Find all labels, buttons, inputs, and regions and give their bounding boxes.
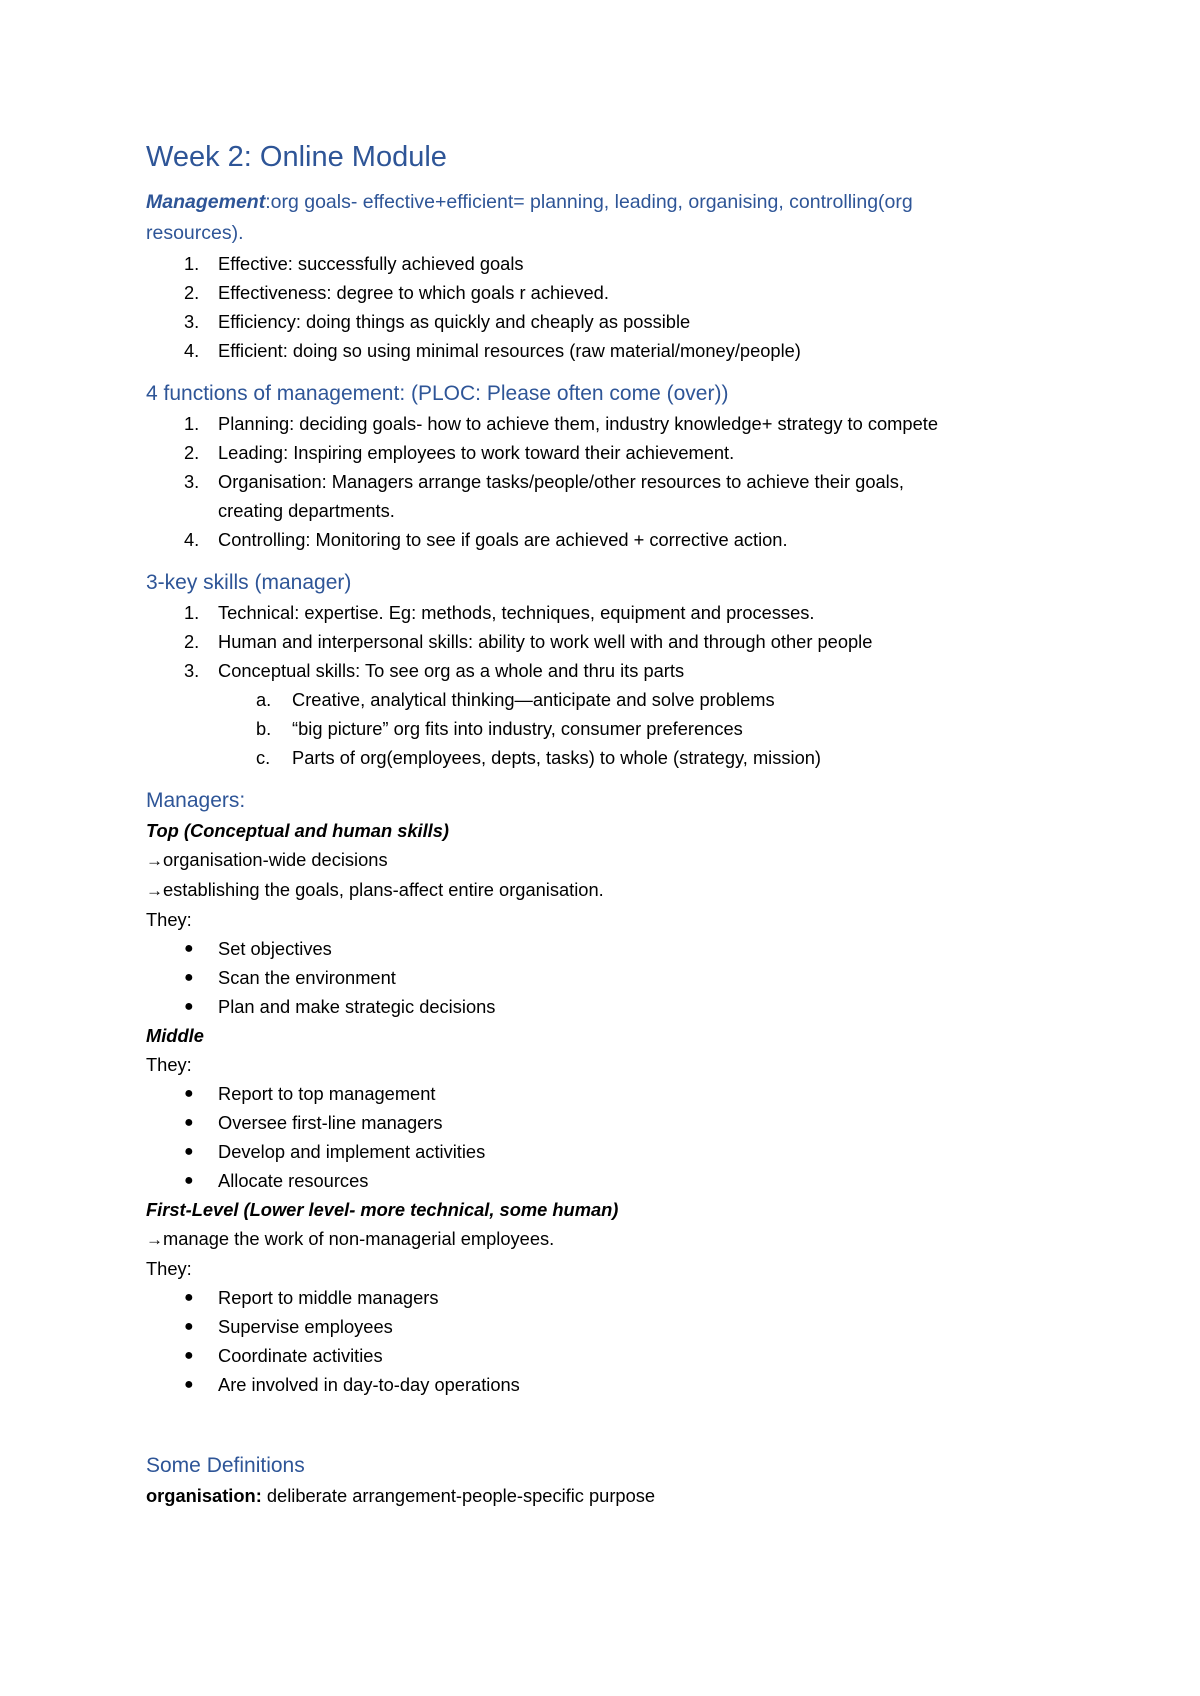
list-item: 3. Efficiency: doing things as quickly and cheaply as possible	[184, 310, 691, 332]
sub-list-item: b. “big picture” org fits into industry, consumer preferences	[256, 717, 743, 739]
functions-section	[146, 379, 1056, 554]
bullet-item: ● Set objectives	[146, 934, 1056, 963]
list-item: 4. Efficient: doing so using minimal resources (raw material/money/people)	[184, 339, 801, 361]
arrow-icon: →	[146, 880, 163, 900]
bullet-icon: ●	[184, 1317, 194, 1335]
first-bullets	[146, 1283, 1056, 1399]
bullet-item: ● Allocate resources	[146, 1166, 1056, 1195]
first-level-managers-label: First-Level (Lower level- more technical, some human)	[146, 1198, 619, 1220]
some-definitions-section	[146, 1451, 1056, 1510]
bullet-item: ● Report to top management	[146, 1079, 1056, 1108]
list-item: 2. Human and interpersonal skills: ability to work well with and through other people	[184, 630, 873, 652]
definition-term: organisation:	[146, 1484, 262, 1506]
sub-list-item: a. Creative, analytical thinking—anticipate and solve problems	[256, 688, 775, 710]
list-item: 2. Effectiveness: degree to which goals r achieved.	[184, 281, 609, 303]
bullet-item: ● Oversee first-line managers	[146, 1108, 1056, 1137]
top-managers-label: Top (Conceptual and human skills)	[146, 819, 450, 841]
intro-term: Management	[146, 190, 266, 213]
bullet-item: ● Are involved in day-to-day operations	[146, 1370, 1056, 1399]
arrow-line: →establishing the goals, plans-affect entire organisation.	[146, 878, 604, 900]
top-bullets	[146, 934, 1056, 1021]
bullet-item: ● Scan the environment	[146, 963, 1056, 992]
section-heading: 4 functions of management: (PLOC: Please often come (over))	[146, 381, 729, 405]
document-content	[146, 140, 1056, 1510]
list-item: 1. Technical: expertise. Eg: methods, techniques, equipment and processes.	[184, 601, 815, 623]
list-item: 2. Leading: Inspiring employees to work toward their achievement.	[184, 441, 735, 463]
list-item: 4. Controlling: Monitoring to see if goals are achieved + corrective action.	[184, 528, 788, 550]
skills-section	[146, 568, 1056, 772]
middle-managers-label: Middle	[146, 1024, 204, 1046]
definition-line	[146, 1481, 1056, 1510]
they-label: They:	[146, 908, 192, 930]
bullet-icon: ●	[184, 1288, 194, 1306]
intro-line-2: resources).	[146, 221, 244, 244]
section-heading: Managers:	[146, 788, 246, 812]
list-item: 3. Organisation: Managers arrange tasks/people/other resources to achieve their goals,	[184, 470, 904, 492]
bullet-icon: ●	[184, 1171, 194, 1189]
bullet-item: ● Coordinate activities	[146, 1341, 1056, 1370]
skills-list	[146, 598, 1056, 772]
bullet-icon: ●	[184, 1084, 194, 1102]
page-title: Week 2: Online Module	[146, 141, 447, 173]
managers-section	[146, 786, 1056, 1399]
functions-list	[146, 409, 1056, 554]
bullet-icon: ●	[184, 939, 194, 957]
arrow-icon: →	[146, 1229, 163, 1249]
definitions-list	[146, 249, 1056, 365]
list-item: 1. Planning: deciding goals- how to achieve them, industry knowledge+ strategy to compete	[184, 412, 938, 434]
bullet-item: ● Develop and implement activities	[146, 1137, 1056, 1166]
bullet-icon: ●	[184, 1375, 194, 1393]
section-heading: 3-key skills (manager)	[146, 570, 352, 594]
section-heading: Some Definitions	[146, 1453, 305, 1477]
bullet-icon: ●	[184, 997, 194, 1015]
list-item-continuation: creating departments.	[218, 499, 395, 521]
intro-text: :org goals- effective+efficient= planning, leading, organising, controlling(org	[265, 190, 913, 213]
bullet-icon: ●	[184, 1113, 194, 1131]
list-item: 1. Effective: successfully achieved goals	[184, 252, 524, 274]
arrow-icon: →	[146, 850, 163, 870]
intro-line-1	[146, 187, 1056, 218]
bullet-icon: ●	[184, 1142, 194, 1160]
middle-bullets	[146, 1079, 1056, 1195]
definition-text: deliberate arrangement-people-specific purpose	[261, 1484, 656, 1506]
sub-list-item: c. Parts of org(employees, depts, tasks) to whole (strategy, mission)	[256, 746, 822, 768]
bullet-item: ● Plan and make strategic decisions	[146, 992, 1056, 1021]
bullet-item: ● Report to middle managers	[146, 1283, 1056, 1312]
they-label: They:	[146, 1053, 192, 1075]
bullet-icon: ●	[184, 1346, 194, 1364]
they-label: They:	[146, 1257, 192, 1279]
arrow-line: →organisation-wide decisions	[146, 848, 388, 870]
bullet-item: ● Supervise employees	[146, 1312, 1056, 1341]
list-item: 3. Conceptual skills: To see org as a whole and thru its parts	[184, 659, 685, 681]
bullet-icon: ●	[184, 968, 194, 986]
arrow-line: →manage the work of non-managerial employees.	[146, 1227, 555, 1249]
